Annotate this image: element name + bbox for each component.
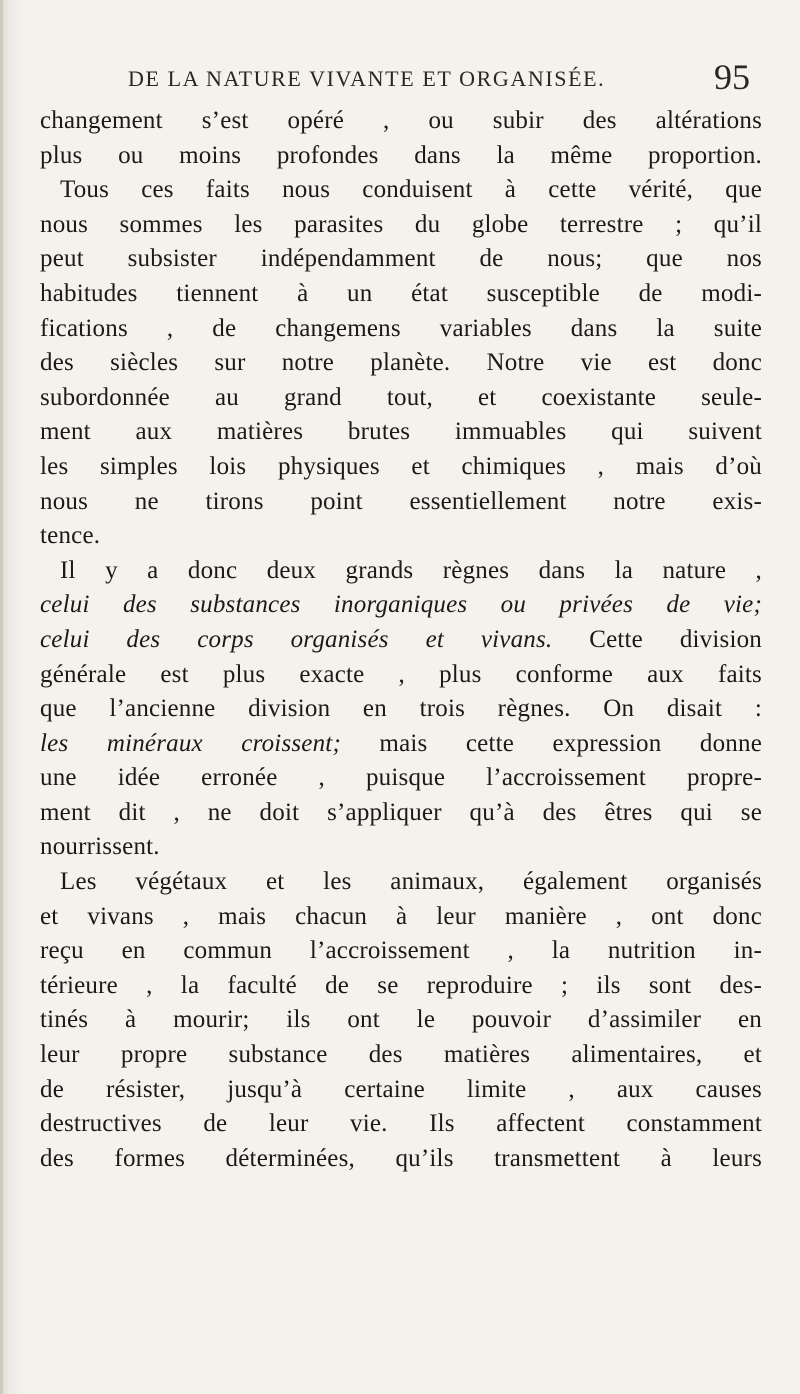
paragraph-start-line: Les végétaux et les animaux, également organisés: [60, 868, 762, 896]
text-line: plus ou moins profondes dans la même proportion.: [40, 141, 762, 169]
italic-phrase: les minéraux croissent;: [40, 729, 341, 757]
text-line: [40, 588, 762, 623]
text-line: les simples lois physiques et chimiques , mais d’où: [40, 452, 762, 480]
line-continuation: mais cette expression donne: [340, 729, 762, 757]
text-line: nous sommes les parasites du globe terrestre ; qu’il: [40, 210, 762, 238]
text-line: que l’ancienne division en trois règnes. On disait :: [40, 695, 762, 723]
running-head: [40, 57, 760, 97]
text-line: et vivans , mais chacun à leur manière , ont donc: [40, 902, 762, 930]
paragraph-end-line: nourrissent.: [40, 833, 160, 861]
text-line: générale est plus exacte , plus conforme aux faits: [40, 660, 762, 688]
text-line: subordonnée au grand tout, et coexistante seule-: [40, 383, 762, 411]
paragraph-start-line: Il y a donc deux grands règnes dans la nature ,: [60, 556, 762, 584]
text-line: des siècles sur notre planète. Notre vie est donc: [40, 349, 762, 377]
italic-phrase: celui des substances inorganiques ou privées de vie;: [40, 591, 762, 619]
text-line: des formes déterminées, qu’ils transmettent à leurs: [40, 1144, 762, 1172]
page-number: 95: [714, 57, 750, 97]
text-line: reçu en commun l’accroissement , la nutrition in-: [40, 937, 762, 965]
text-line: [40, 727, 762, 762]
text-line: térieure , la faculté de se reproduire ; ils sont des-: [40, 971, 762, 999]
body-text: [40, 104, 762, 1176]
text-line: leur propre substance des matières alimentaires, et: [40, 1041, 762, 1069]
line-continuation: Cette division: [552, 625, 762, 653]
text-line: habitudes tiennent à un état susceptible de modi-: [40, 279, 762, 307]
text-line: une idée erronée , puisque l’accroissement propre-: [40, 764, 762, 792]
italic-phrase: celui des corps organisés et vivans.: [40, 625, 553, 653]
text-line: fications , de changemens variables dans la suite: [40, 314, 762, 342]
text-line: ment aux matières brutes immuables qui suivent: [40, 418, 762, 446]
paragraph-start-line: Tous ces faits nous conduisent à cette vérité, que: [60, 176, 762, 204]
text-line: peut subsister indépendamment de nous; que nos: [40, 245, 762, 273]
text-line: tinés à mourir; ils ont le pouvoir d’assimiler en: [40, 1006, 762, 1034]
paragraph-end-line: tence.: [40, 522, 101, 550]
text-line: ment dit , ne doit s’appliquer qu’à des êtres qui se: [40, 798, 762, 826]
text-line: changement s’est opéré , ou subir des altérations: [40, 107, 762, 134]
page-gutter-shadow: [0, 0, 3, 1394]
text-line: de résister, jusqu’à certaine limite , aux causes: [40, 1075, 762, 1103]
text-line: [40, 623, 762, 658]
text-line: nous ne tirons point essentiellement notre exis-: [40, 487, 762, 515]
text-line: destructives de leur vie. Ils affectent constamment: [40, 1110, 762, 1138]
running-head-title: DE LA NATURE VIVANTE ET ORGANISÉE.: [128, 66, 606, 91]
